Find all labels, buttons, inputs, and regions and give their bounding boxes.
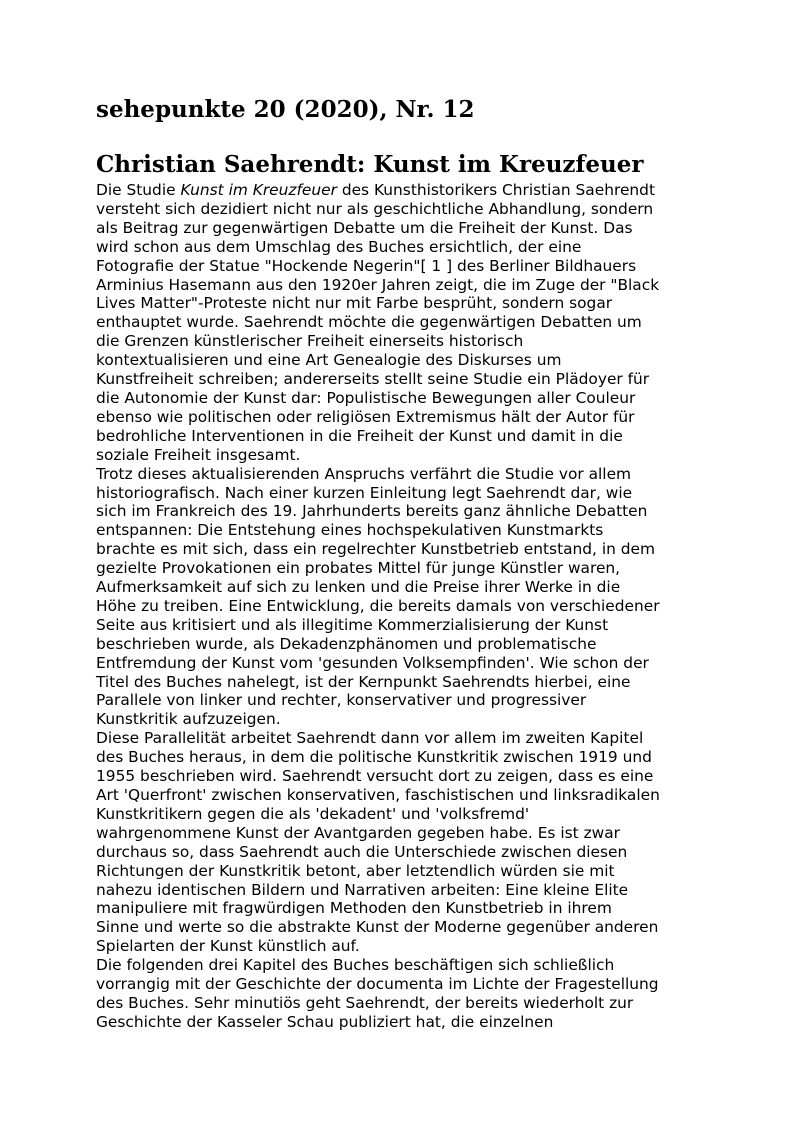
text-line: wird schon aus dem Umschlag des Buches ersichtlich, der eine bbox=[96, 237, 582, 256]
text-line: als Beitrag zur gegenwärtigen Debatte um die Freiheit der Kunst. Das bbox=[96, 218, 633, 237]
text-line: Titel des Buches nahelegt, ist der Kernpunkt Saehrendts hierbei, eine bbox=[96, 672, 631, 691]
article-title: Christian Saehrendt: Kunst im Kreuzfeuer bbox=[96, 151, 644, 178]
text-line: Parallele von linker und rechter, konservativer und progressiver bbox=[96, 691, 587, 710]
text-line: Arminius Hasemann aus den 1920er Jahren zeigt, die im Zuge der "Black bbox=[96, 275, 660, 294]
text-line: entspannen: Die Entstehung eines hochspekulativen Kunstmarkts bbox=[96, 521, 604, 540]
text-line: Fotografie der Statue "Hockende Negerin"[ 1 ] des Berliner Bildhauers bbox=[96, 256, 637, 275]
text-line: Trotz dieses aktualisierenden Anspruchs verfährt die Studie vor allem bbox=[96, 464, 632, 483]
text-line: Diese Parallelität arbeitet Saehrendt dann vor allem im zweiten Kapitel bbox=[96, 729, 644, 748]
text-line: durchaus so, dass Saehrendt auch die Unterschiede zwischen diesen bbox=[96, 842, 628, 861]
text-line: brachte es mit sich, dass ein regelrechter Kunstbetrieb entstand, in dem bbox=[96, 540, 655, 559]
text-line: 1955 beschrieben wird. Saehrendt versucht dort zu zeigen, dass es eine bbox=[96, 767, 654, 786]
paragraph bbox=[96, 465, 716, 730]
paragraph bbox=[96, 181, 716, 465]
text-line: Aufmerksamkeit auf sich zu lenken und die Preise ihrer Werke in die bbox=[96, 578, 621, 597]
text-line: vorrangig mit der Geschichte der documenta im Lichte der Fragestellung bbox=[96, 975, 659, 994]
text-line: Art 'Querfront' zwischen konservativen, faschistischen und linksradikalen bbox=[96, 786, 660, 804]
text-line: die Autonomie der Kunst dar: Populistische Bewegungen aller Couleur bbox=[96, 388, 636, 407]
text-line: versteht sich dezidiert nicht nur als geschichtliche Abhandlung, sondern bbox=[96, 199, 654, 218]
text-line: die Grenzen künstlerischer Freiheit einerseits historisch bbox=[96, 332, 524, 351]
text-line: Die folgenden drei Kapitel des Buches beschäftigen sich schließlich bbox=[96, 956, 615, 975]
article-body bbox=[96, 181, 716, 1032]
text-line: des Buches heraus, in dem die politische Kunstkritik zwischen 1919 und bbox=[96, 748, 652, 767]
text-line: Lives Matter"-Proteste nicht nur mit Farbe besprüht, sondern sogar bbox=[96, 294, 613, 313]
text-line: beschrieben wurde, als Dekadenzphänomen und problematische bbox=[96, 634, 597, 653]
paragraph bbox=[96, 956, 716, 1032]
text-line: Sinne und werte so die abstrakte Kunst der Moderne gegenüber anderen bbox=[96, 918, 659, 937]
text-line: enthauptet wurde. Saehrendt möchte die gegenwärtigen Debatten um bbox=[96, 313, 642, 332]
text-line: Kunstfreiheit schreiben; andererseits stellt seine Studie ein Plädoyer für bbox=[96, 370, 650, 389]
text-line: historiografisch. Nach einer kurzen Einleitung legt Saehrendt dar, wie bbox=[96, 483, 633, 502]
text-line: Spielarten der Kunst künstlich auf. bbox=[96, 937, 360, 956]
text-line: bedrohliche Interventionen in die Freiheit der Kunst und damit in die bbox=[96, 426, 623, 445]
text-line: Die Studie Kunst im Kreuzfeuer des Kunsthistorikers Christian Saehrendt bbox=[96, 181, 655, 199]
document-page bbox=[96, 96, 716, 1032]
text-line: sich im Frankreich des 19. Jahrhunderts bereits ganz ähnliche Debatten bbox=[96, 502, 648, 521]
book-title-italic: Kunst im Kreuzfeuer bbox=[180, 181, 337, 199]
text-line: Seite aus kritisiert und als illegitime Kommerzialisierung der Kunst bbox=[96, 615, 609, 634]
text-line: des Buches. Sehr minutiös geht Saehrendt, der bereits wiederholt zur bbox=[96, 993, 634, 1012]
journal-header: sehepunkte 20 (2020), Nr. 12 bbox=[96, 96, 475, 123]
text-line: wahrgenommene Kunst der Avantgarden gegeben habe. Es ist zwar bbox=[96, 823, 620, 842]
text-line: Entfremdung der Kunst vom 'gesunden Volksempfinden'. Wie schon der bbox=[96, 653, 649, 672]
text-line: nahezu identischen Bildern und Narrativen arbeiten: Eine kleine Elite bbox=[96, 880, 629, 899]
text-line: soziale Freiheit insgesamt. bbox=[96, 445, 301, 464]
text-line: manipuliere mit fragwürdigen Methoden den Kunstbetrieb in ihrem bbox=[96, 899, 612, 918]
text-line: Geschichte der Kasseler Schau publiziert hat, die einzelnen bbox=[96, 1012, 554, 1031]
text-line: ebenso wie politischen oder religiösen Extremismus hält der Autor für bbox=[96, 407, 635, 426]
text-line: Richtungen der Kunstkritik betont, aber letztendlich würden sie mit bbox=[96, 861, 615, 880]
text-line: Höhe zu treiben. Eine Entwicklung, die bereits damals von verschiedener bbox=[96, 596, 660, 615]
text-line: gezielte Provokationen ein probates Mittel für junge Künstler waren, bbox=[96, 559, 621, 578]
text-line: kontextualisieren und eine Art Genealogie des Diskurses um bbox=[96, 351, 562, 370]
text-line: Kunstkritik aufzuzeigen. bbox=[96, 710, 281, 729]
paragraph bbox=[96, 729, 716, 956]
text-line: Kunstkritikern gegen die als 'dekadent' und 'volksfremd' bbox=[96, 804, 530, 823]
